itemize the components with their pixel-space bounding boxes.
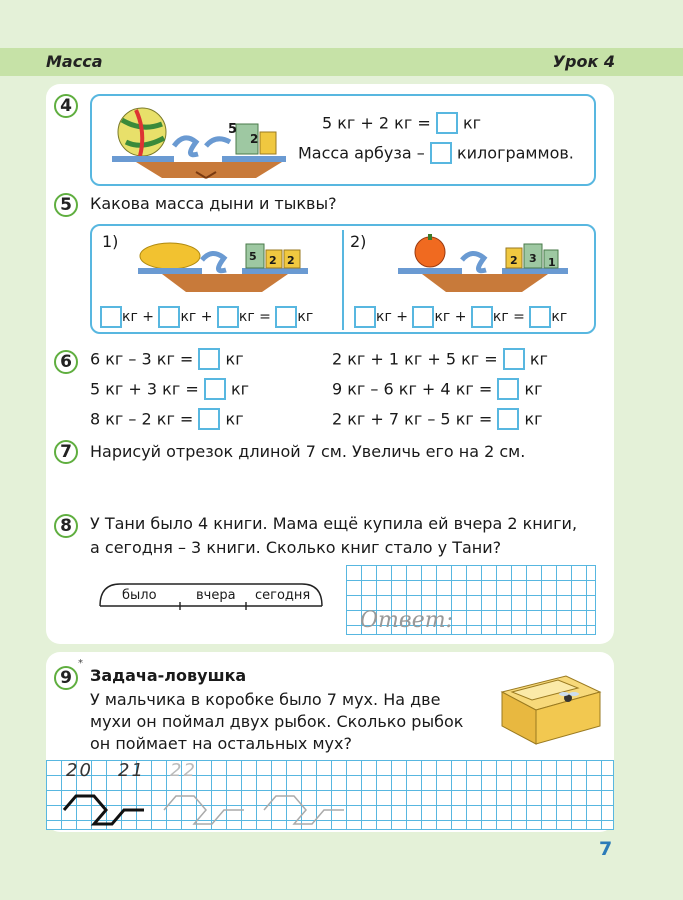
scheme-label-yesterday: вчера [196,588,236,603]
answer-box[interactable] [471,306,493,328]
task6-right-3 [332,408,543,430]
unit-kg: кг [180,309,197,325]
unit-kg: кг [297,309,314,325]
task4-sentence-left: Масса арбуза – [298,143,425,163]
unit-kg: кг [238,309,255,325]
answer-label: Ответ: [360,608,453,633]
scale-with-pumpkin-icon [392,232,572,302]
divider [342,230,344,330]
equals-sign: = [513,309,525,325]
answer-box[interactable] [158,306,180,328]
melon-weight-3: 2 [287,254,295,267]
scale-with-watermelon-icon [106,102,296,182]
task8-line2: а сегодня – 3 книги. Сколько книг стало у Тани? [90,538,502,557]
unit-kg: кг [376,309,392,325]
matchbox-with-flies-icon [496,670,606,748]
task4-sentence-right: килограммов. [456,143,574,163]
task-number-7: 7 [54,440,78,464]
zigzag-pattern [60,786,370,832]
part1-label: 1) [102,232,119,251]
task4-equation [322,112,481,134]
unit-kg: кг [225,349,244,369]
melon-weight-2: 2 [269,254,277,267]
pumpkin-weight-3: 1 [548,256,556,269]
task5-frame [90,224,596,334]
answer-box[interactable] [430,142,452,164]
unit-kg: кг [551,309,568,325]
plus-sign: + [142,309,154,325]
expression: 9 кг – 6 кг + 4 кг = [332,379,493,399]
task8-line1: У Тани было 4 книги. Мама ещё купила ей вчера 2 книги, [90,514,578,533]
answer-box[interactable] [436,112,458,134]
sample-digit-22-trace: 22 [170,760,197,781]
sample-digit-20: 20 [66,760,93,781]
task9-title: Задача-ловушка [90,666,247,685]
task-number-6: 6 [54,350,78,374]
answer-box[interactable] [354,306,376,328]
pumpkin-weight-1: 2 [510,254,518,267]
page-number: 7 [599,838,613,860]
weight-label-5: 5 [228,122,238,137]
answer-box[interactable] [529,306,551,328]
task7-text: Нарисуй отрезок длиной 7 см. Увеличь его на 2 см. [90,442,526,461]
answer-box[interactable] [198,408,220,430]
unit-kg: кг [529,349,548,369]
expression: 6 кг – 3 кг = [90,349,194,369]
plus-sign: + [396,309,408,325]
task-number-5: 5 [54,193,78,217]
unit-kg: кг [225,409,244,429]
unit-kg: кг [524,409,543,429]
task4-eq-left: 5 кг + 2 кг = [322,113,431,133]
task6-left-3 [90,408,244,430]
task6-left-1 [90,348,244,370]
answer-box[interactable] [275,306,297,328]
task-number-9: 9 [54,666,78,690]
sample-digit-21: 21 [118,760,145,781]
task6-right-1 [332,348,548,370]
expression: 2 кг + 1 кг + 5 кг = [332,349,498,369]
task-number-8: 8 [54,514,78,538]
answer-box[interactable] [497,378,519,400]
answer-box[interactable] [217,306,239,328]
plus-sign: + [454,309,467,325]
pumpkin-weight-2: 3 [529,252,537,265]
answer-box[interactable] [204,378,226,400]
melon-weight-1: 5 [249,250,257,263]
task-number-4: 4 [54,94,78,118]
task4-sentence [298,142,574,164]
expression: 8 кг – 2 кг = [90,409,194,429]
task9-line2: мухи он поймал двух рыбок. Сколько рыбок [90,712,464,731]
part1-equation [100,306,313,328]
unit-kg: кг [122,309,138,325]
task6-right-2 [332,378,543,400]
task9-line1: У мальчика в коробке было 7 мух. На две [90,690,441,709]
lesson-title: Урок 4 [552,52,615,71]
equals-sign: = [259,309,271,325]
answer-box[interactable] [503,348,525,370]
answer-box[interactable] [412,306,434,328]
expression: 5 кг + 3 кг = [90,379,199,399]
scheme-label-today: сегодня [255,588,311,603]
answer-box[interactable] [198,348,220,370]
scale-with-melon-icon [132,234,312,302]
unit-kg: кг [434,309,451,325]
star-mark: * [78,658,83,669]
task9-line3: он поймает на остальных мух? [90,734,352,753]
task6-left-2 [90,378,249,400]
topic-title: Масса [46,52,103,71]
unit-kg: кг [492,309,509,325]
expression: 2 кг + 7 кг – 5 кг = [332,409,493,429]
plus-sign: + [200,309,213,325]
unit-kg: кг [230,379,250,399]
unit-kg: кг [524,379,543,399]
scheme-label-was: было [122,588,157,603]
task4-frame [90,94,596,186]
task5-question: Какова масса дыни и тыквы? [90,194,337,213]
answer-box[interactable] [497,408,519,430]
weight-label-2: 2 [250,132,259,146]
answer-box[interactable] [100,306,122,328]
part2-equation [354,306,567,328]
part2-label: 2) [350,232,367,251]
unit-kg: кг [462,113,482,133]
